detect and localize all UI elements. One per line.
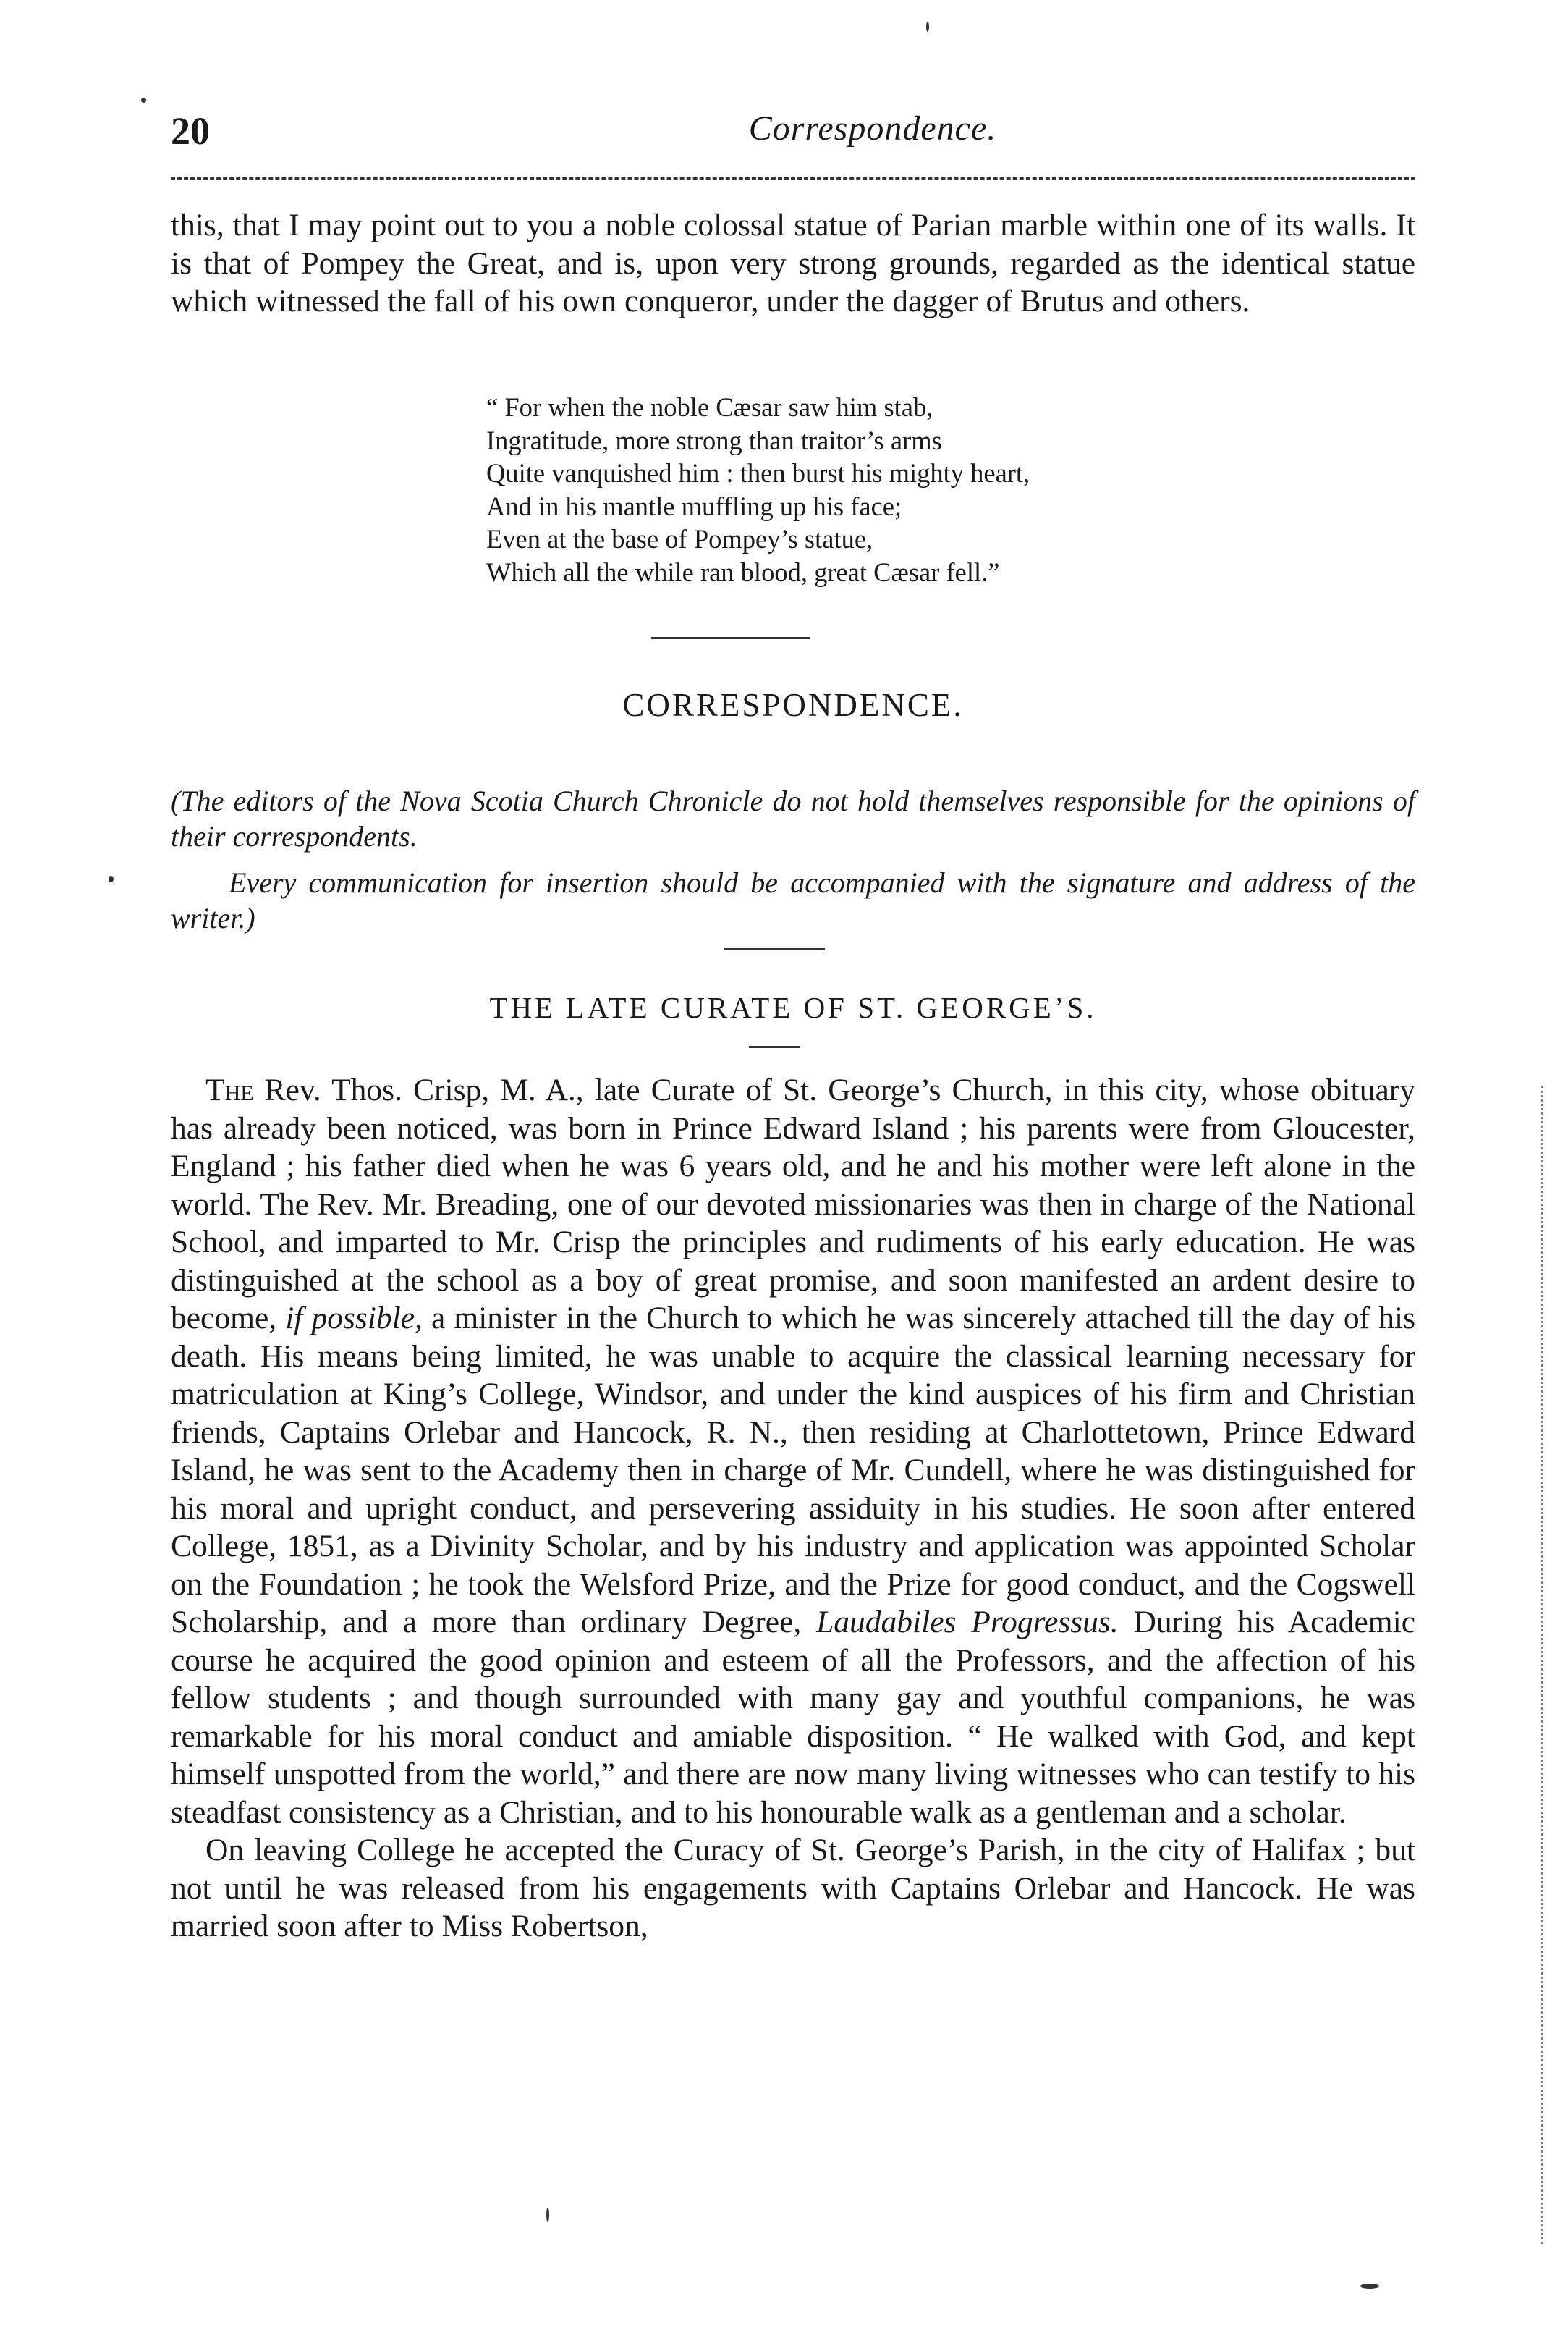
paragraph-text: Rev. Thos. Crisp, M. A., late Curate of St. George’s Church, in this city, whose obituary has already been noticed, was born in Prince Edward Island ; his parents were from Gloucester, England ; his father died when he was 6 years old, and he and his mother were left alone in the world. The Rev. Mr. Breading, one of our devoted missionaries was then in charge of the National School, and imparted to Mr. Crisp the principles and rudiments of his early education. He was distinguished at the school as a boy of great promise, and soon manifested an ardent desire to become,	[171, 1073, 1415, 1335]
drop-lead-word: The	[205, 1073, 254, 1107]
emphasis-text: if possible,	[285, 1301, 423, 1335]
print-speck	[926, 22, 929, 32]
verse-line: Which all the while ran blood, great Cæsar fell.”	[486, 557, 1000, 587]
verse-quotation	[486, 391, 1210, 588]
article-body	[171, 1071, 1415, 1946]
intro-paragraph: this, that I may point out to you a noble colossal statue of Parian marble within one of its walls. It is that of Pompey the Great, and is, upon very strong grounds, regarded as the identical statue which witnessed the fall of his own conqueror, under the dagger of Brutus and others.	[171, 208, 1415, 318]
page-header	[171, 109, 1415, 166]
scan-edge-noise	[1541, 1086, 1546, 2244]
editorial-note: Every communication for insertion should be accompanied with the signature and address of the writer.)	[171, 866, 1415, 934]
print-speck	[546, 2208, 549, 2222]
article-paragraph	[171, 1071, 1415, 1831]
page-number: 20	[171, 109, 210, 153]
verse-line: Even at the base of Pompey’s statue,	[486, 524, 873, 554]
editorial-note: (The editors of the Nova Scotia Church Chronicle do not hold themselves responsible for the opinions of their correspondents.	[171, 785, 1415, 853]
paragraph-text: a minister in the Church to which he was sincerely attached till the day of his death. His means being limited, he was unable to acquire the classical learning necessary for matriculation at King’s College, Windsor, and under the kind auspices of his firm and Christian friends, Captains Orlebar and Hancock, R. N., then residing at Charlottetown, Prince Edward Island, he was sent to the Academy then in charge of Mr. Cundell, where he was distinguished for his moral and upright conduct, and persevering assiduity in his studies. He soon after entered College, 1851, as a Divinity Scholar, and by his industry and application was appointed Scholar on the Foundation ; he took the Welsford Prize, and the Prize for good conduct, and the Cogswell Scholarship, and a more than ordinary Degree,	[171, 1301, 1415, 1639]
paragraph-text: During his Academic course he acquired the good opinion and esteem of all the Professors, and the affection of his fellow students ; and though surrounded with many gay and youthful companions, he was remarkable for his moral conduct and amiable disposition. “ He walked with God, and kept himself unspotted from the world,” and there are now many living witnesses who can testify to his steadfast consistency as a Christian, and to his honourable walk as a gentleman and a scholar.	[171, 1605, 1416, 1830]
article-title: THE LATE CURATE OF ST. GEORGE’S.	[489, 991, 1097, 1024]
verse-line: Ingratitude, more strong than traitor’s arms	[486, 425, 942, 455]
running-head: Correspondence.	[748, 109, 997, 148]
section-divider	[651, 637, 810, 639]
header-rule	[171, 177, 1415, 180]
article-paragraph: On leaving College he accepted the Curacy of St. George’s Parish, in the city of Halifax ; but not until he was released from his engagements with Captains Orlebar and Hancock. He was married soon after to Miss Robertson,	[171, 1833, 1415, 1943]
print-speck	[1360, 2284, 1379, 2289]
section-title: CORRESPONDENCE.	[622, 687, 964, 723]
title-dash	[749, 1046, 800, 1048]
intro-block	[171, 206, 1415, 321]
verse-line: “ For when the noble Cæsar saw him stab,	[486, 392, 933, 422]
verse-line: And in his mantle muffling up his face;	[486, 491, 902, 521]
emphasis-text: Laudabiles Progressus.	[816, 1605, 1119, 1639]
print-speck	[109, 876, 114, 882]
article-divider	[724, 948, 825, 950]
verse-line: Quite vanquished him : then burst his mighty heart,	[486, 458, 1030, 488]
print-speck	[141, 98, 146, 103]
